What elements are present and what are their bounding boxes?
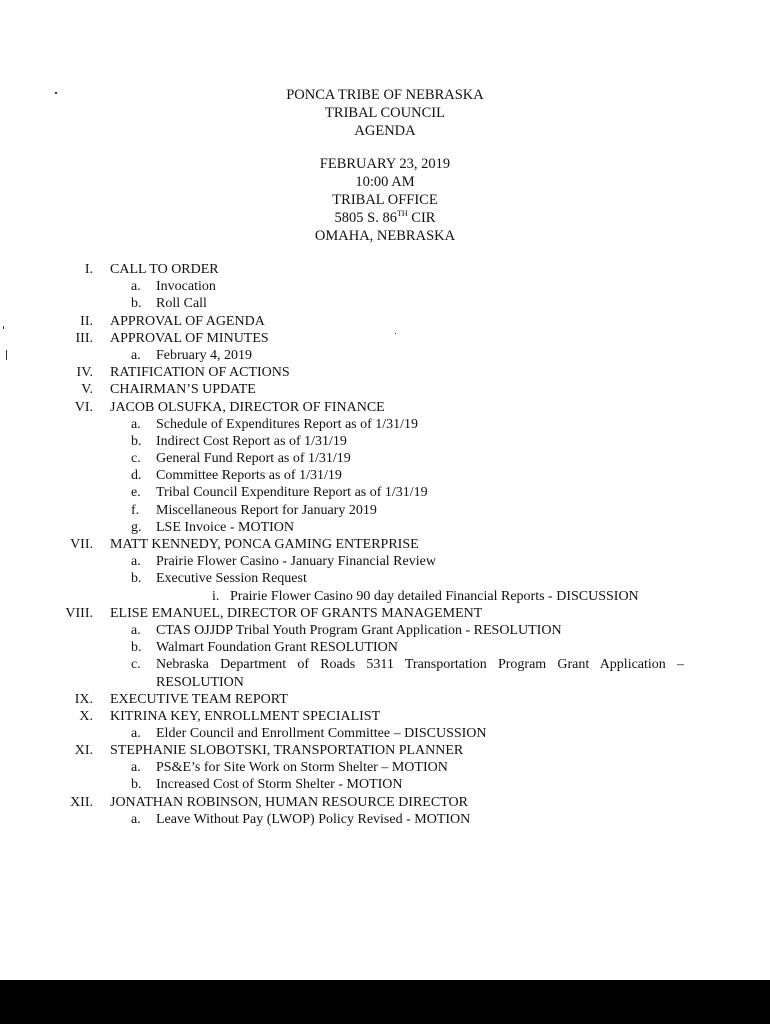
agenda-subitem-text: Tribal Council Expenditure Report as of 1/31/19 (156, 485, 428, 501)
agenda-subitem-letter: e. (131, 485, 141, 501)
agenda-item-title: ELISE EMANUEL, DIRECTOR OF GRANTS MANAGEMENT (110, 605, 483, 621)
agenda-subitem (0, 759, 770, 776)
agenda-subsubitem-numeral: i. (212, 588, 220, 604)
agenda-subitem-letter: b. (131, 296, 142, 312)
agenda-subitem-letter: a. (131, 347, 141, 363)
agenda-item-title: APPROVAL OF AGENDA (110, 313, 265, 329)
scan-speck (3, 326, 4, 329)
scan-speck (55, 92, 57, 94)
agenda-subitem-letter: b. (131, 777, 142, 793)
agenda-subitem (0, 433, 770, 450)
meeting-time: 10:00 AM (355, 174, 415, 190)
agenda-item-number: VII. (70, 537, 93, 552)
agenda-item-number: XI. (74, 743, 93, 759)
agenda-subitem (0, 416, 770, 433)
agenda-subitem-text: General Fund Report as of 1/31/19 (156, 451, 351, 467)
agenda-subitem-letter: a. (131, 279, 141, 295)
agenda-item-number: X. (79, 708, 93, 724)
council-name: TRIBAL COUNCIL (325, 105, 445, 121)
agenda-subitem-text: Executive Session Request (156, 571, 307, 587)
agenda-subitem (0, 278, 770, 295)
agenda-item (0, 536, 770, 553)
agenda-subitem-letter: d. (131, 468, 142, 484)
address-suffix: CIR (407, 210, 436, 226)
address-prefix: 5805 S. 86 (334, 210, 397, 226)
agenda-item (0, 330, 770, 347)
agenda-subitem-text: Miscellaneous Report for January 2019 (156, 502, 377, 518)
agenda-item (0, 313, 770, 330)
agenda-subitem-letter: c. (131, 657, 141, 673)
agenda-item-number: I. (84, 262, 93, 277)
agenda-subitem (0, 776, 770, 793)
agenda-subitem-text: Roll Call (156, 296, 207, 312)
document-header (0, 86, 770, 140)
agenda-subitem (0, 639, 770, 656)
agenda-subitem-text: Schedule of Expenditures Report as of 1/31/19 (156, 416, 419, 432)
meeting-venue: TRIBAL OFFICE (332, 192, 438, 208)
agenda-item-title: CHAIRMAN’S UPDATE (110, 382, 256, 398)
agenda-item-title: EXECUTIVE TEAM REPORT (110, 691, 288, 707)
agenda-subitem-text-wrap (156, 656, 684, 673)
agenda-subitem-text: Invocation (156, 279, 216, 295)
agenda-subitem-text: Increased Cost of Storm Shelter - MOTION (156, 777, 403, 793)
agenda-subsubitem-text: Prairie Flower Casino 90 day detailed Financial Reports - DISCUSSION (230, 588, 639, 604)
agenda-subitem-letter: a. (131, 725, 141, 741)
meeting-details (0, 155, 770, 245)
agenda-item-title: MATT KENNEDY, PONCA GAMING ENTERPRISE (110, 537, 419, 552)
meeting-address (0, 209, 770, 227)
agenda-item-number: XII. (70, 794, 93, 810)
scan-bottom-bar (0, 980, 770, 1024)
agenda-subitem (0, 656, 770, 673)
agenda-subitem-letter: a. (131, 416, 141, 432)
agenda-subitem-text: Indirect Cost Report as of 1/31/19 (156, 433, 347, 449)
agenda-subitem-text: Prairie Flower Casino - January Financial Review (156, 554, 436, 570)
meeting-date: FEBRUARY 23, 2019 (319, 156, 451, 172)
agenda-item (0, 794, 770, 811)
agenda-item-title: RATIFICATION OF ACTIONS (110, 365, 290, 381)
agenda-subitem-text: February 4, 2019 (156, 347, 253, 363)
scan-speck (6, 350, 7, 360)
agenda-item-number: III. (75, 330, 93, 346)
agenda-subitem (0, 450, 770, 467)
agenda-subitem-text: Nebraska Department of Roads 5311 Transportation Program Grant Application – (156, 657, 684, 673)
agenda-subitem-continuation (0, 674, 770, 691)
agenda-subitem-letter: b. (131, 571, 142, 587)
agenda-item-title: STEPHANIE SLOBOTSKI, TRANSPORTATION PLANNER (110, 743, 464, 759)
agenda-subitem-letter: f. (131, 502, 140, 518)
agenda-subitem-text: PS&E’s for Site Work on Storm Shelter – MOTION (156, 760, 448, 776)
agenda-item (0, 381, 770, 398)
agenda-item-title: APPROVAL OF MINUTES (110, 330, 269, 346)
agenda-subsubitem (0, 588, 770, 605)
agenda-item (0, 399, 770, 416)
agenda-item-number: VI. (74, 399, 93, 415)
agenda-subitem (0, 725, 770, 742)
agenda-subitem (0, 295, 770, 312)
agenda-item-number: IV. (76, 365, 93, 381)
agenda-subitem-letter: c. (131, 451, 141, 467)
agenda-subitem-letter: b. (131, 433, 142, 449)
agenda-item-title: JONATHAN ROBINSON, HUMAN RESOURCE DIRECTOR (110, 794, 468, 810)
agenda-item-number: V. (81, 382, 93, 398)
agenda-subitem-letter: a. (131, 622, 141, 638)
organization-name: PONCA TRIBE OF NEBRASKA (286, 87, 484, 103)
agenda-subitem-letter: g. (131, 519, 142, 535)
agenda-subitem-letter: a. (131, 760, 141, 776)
agenda-subitem (0, 570, 770, 587)
agenda-subitem (0, 553, 770, 570)
agenda-subitem-letter: a. (131, 554, 141, 570)
agenda-subitem-letter: a. (131, 811, 141, 827)
agenda-subitem-text: CTAS OJJDP Tribal Youth Program Grant Application - RESOLUTION (156, 622, 562, 638)
agenda-subitem-text: Elder Council and Enrollment Committee – DISCUSSION (156, 725, 487, 741)
agenda-subitem (0, 347, 770, 364)
agenda-item (0, 742, 770, 759)
agenda-item (0, 261, 770, 278)
agenda-subitem (0, 811, 770, 828)
agenda-item (0, 364, 770, 381)
agenda-subitem-letter: b. (131, 640, 142, 656)
agenda-item-title: KITRINA KEY, ENROLLMENT SPECIALIST (110, 708, 381, 724)
scan-speck (395, 333, 396, 334)
agenda-subitem (0, 502, 770, 519)
agenda-subitem (0, 519, 770, 536)
agenda-subitem (0, 484, 770, 501)
agenda-item (0, 708, 770, 725)
agenda-item (0, 691, 770, 708)
agenda-subitem (0, 467, 770, 484)
agenda-subitem-text: Committee Reports as of 1/31/19 (156, 468, 342, 484)
agenda-subitem-text: Walmart Foundation Grant RESOLUTION (156, 640, 398, 656)
agenda-subitem (0, 622, 770, 639)
agenda-list (0, 261, 770, 828)
meeting-city: OMAHA, NEBRASKA (314, 228, 456, 244)
agenda-item-title: CALL TO ORDER (110, 262, 219, 277)
agenda-item-title: JACOB OLSUFKA, DIRECTOR OF FINANCE (110, 399, 385, 415)
agenda-item-number: IX. (74, 691, 93, 707)
agenda-item-number: II. (80, 313, 93, 329)
agenda-subitem-text-continued: RESOLUTION (156, 674, 244, 690)
document-type: AGENDA (354, 123, 416, 139)
address-superscript: TH (396, 209, 408, 218)
agenda-item (0, 605, 770, 622)
agenda-subitem-text: LSE Invoice - MOTION (156, 519, 295, 535)
agenda-item-number: VIII. (65, 605, 93, 621)
agenda-subitem-text: Leave Without Pay (LWOP) Policy Revised - MOTION (156, 811, 471, 827)
